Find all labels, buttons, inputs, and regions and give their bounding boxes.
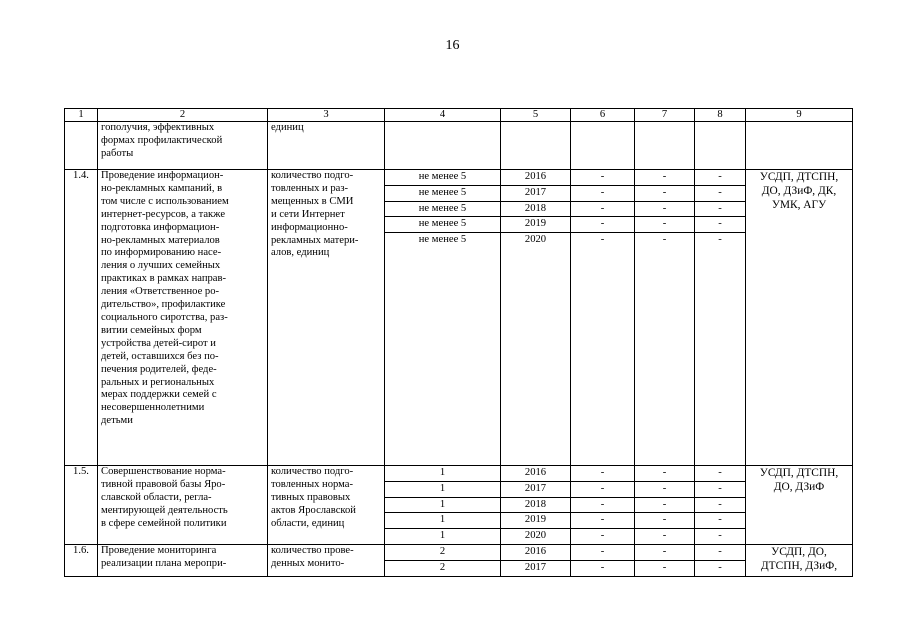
executors-cell-line: ДО, ДЗиФ, ДК, — [761, 185, 837, 197]
year-cell — [501, 466, 571, 545]
year-cell-value: 2018 — [501, 498, 570, 514]
col8-cell-value: - — [695, 170, 745, 186]
target-value-cell-value: 1 — [385, 466, 500, 482]
action-cell-line: несовершеннолетними — [101, 402, 205, 414]
target-value-cell-value: 1 — [439, 530, 446, 542]
action-cell-line: Проведение мониторинга — [101, 544, 217, 556]
action-cell — [98, 544, 268, 576]
year-cell-value: 2020 — [524, 530, 547, 542]
col8-cell — [695, 544, 746, 576]
col8-cell-value: - — [695, 466, 745, 482]
indicator-cell — [268, 170, 385, 466]
header-cell: 6 — [571, 109, 635, 122]
indicator-cell-line: количество прове- — [271, 544, 354, 556]
action-cell-line: ления о лучших семейных — [101, 260, 221, 272]
action-cell — [98, 170, 268, 466]
action-cell-line: печения родителей, феде- — [101, 363, 217, 375]
action-cell-line: ления «Ответственное ро- — [101, 286, 220, 298]
col8-cell-value: - — [695, 482, 745, 498]
year-cell — [501, 170, 571, 466]
col8-cell-value: - — [718, 530, 722, 542]
col7-cell-value: - — [635, 217, 694, 233]
indicator-cell-line: мещенных в СМИ — [271, 195, 354, 207]
year-cell-value: 2018 — [501, 202, 570, 218]
action-cell-line: Проведение информацион- — [101, 170, 224, 181]
item-number-cell: 1.5. — [65, 466, 98, 545]
col8-cell-value: - — [695, 202, 745, 218]
action-cell-line: устройства детей-сирот и — [101, 337, 216, 349]
year-cell-value: 2016 — [501, 545, 570, 561]
year-cell — [501, 544, 571, 576]
col7-cell — [635, 466, 695, 545]
col6-cell — [571, 122, 635, 170]
indicator-cell-line: тивных правовых — [271, 491, 351, 503]
col6-cell-value: - — [571, 466, 634, 482]
col7-cell — [635, 122, 695, 170]
action-cell-line: гополучия, эффективных — [101, 122, 215, 133]
executors-cell-line: УМК, АГУ — [771, 199, 827, 211]
page-number: 16 — [445, 38, 460, 53]
target-value-cell-value: 2 — [439, 561, 446, 573]
target-value-cell-value: не менее 5 — [418, 234, 467, 246]
executors-cell-line: ДТСПН, ДЗиФ, — [760, 559, 838, 572]
action-cell-line: тивной правовой базы Яро- — [101, 478, 226, 490]
action-cell-line: социального сиротства, раз- — [101, 311, 228, 323]
action-cell-line: подготовка информацион- — [101, 221, 220, 233]
target-value-cell-value: 1 — [385, 513, 500, 529]
target-value-cell — [385, 544, 501, 576]
header-row — [65, 109, 853, 122]
header-cell: 5 — [501, 109, 571, 122]
year-cell-value: 2016 — [501, 466, 570, 482]
target-value-cell-value: не менее 5 — [385, 170, 500, 186]
table-row — [65, 544, 853, 576]
col8-cell-value: - — [695, 513, 745, 529]
executors-cell — [746, 122, 853, 170]
executors-cell — [746, 544, 853, 576]
target-value-cell-value: не менее 5 — [385, 217, 500, 233]
indicator-cell-line: области, единиц — [271, 517, 345, 529]
action-cell-line: дительство», профилактике — [101, 299, 226, 311]
indicator-cell-line: и сети Интернет — [271, 208, 345, 220]
action-cell-line: интернет-ресурсов, а также — [101, 208, 226, 220]
action-cell-line: но-рекламных кампаний, в — [101, 182, 223, 194]
executors-cell-line: УСДП, ДТСПН, — [759, 171, 839, 183]
indicator-cell-line: алов, единиц — [271, 247, 330, 259]
col6-cell — [571, 170, 635, 466]
executors-cell-line: УСДП, ДТСПН, — [759, 467, 839, 479]
indicator-cell-line: количество подго- — [271, 466, 354, 477]
action-cell-line: славской области, регла- — [101, 491, 212, 503]
col8-cell-value: - — [695, 545, 745, 561]
item-number-cell: 1.6. — [65, 544, 98, 576]
plan-table — [64, 108, 853, 577]
year-cell-value: 2019 — [501, 217, 570, 233]
indicator-cell-line: рекламных матери- — [271, 234, 359, 246]
table-row — [65, 466, 853, 545]
year-cell-value: 2019 — [501, 513, 570, 529]
action-cell-line: в сфере семейной политики — [101, 517, 227, 529]
indicator-cell — [268, 466, 385, 545]
col7-cell-value: - — [635, 482, 694, 498]
table-row — [65, 122, 853, 170]
header-cell: 1 — [65, 109, 98, 122]
col7-cell — [635, 544, 695, 576]
indicator-cell — [268, 544, 385, 576]
col8-cell-value: - — [718, 561, 722, 573]
target-value-cell — [385, 170, 501, 466]
target-value-cell-value: 1 — [385, 498, 500, 514]
year-cell — [501, 122, 571, 170]
col8-cell-value: - — [695, 498, 745, 514]
action-cell-line: практиках в рамках направ- — [101, 273, 227, 285]
col6-cell-value: - — [571, 545, 634, 561]
year-cell-value: 2017 — [501, 186, 570, 202]
col7-cell — [635, 170, 695, 466]
target-value-cell-value: не менее 5 — [385, 202, 500, 218]
indicator-cell-line: денных монито- — [271, 557, 345, 569]
action-cell-line: реализации плана меропри- — [101, 557, 227, 569]
col6-cell — [571, 544, 635, 576]
col8-cell-value: - — [718, 234, 722, 246]
col6-cell-value: - — [571, 186, 634, 202]
executors-cell — [746, 170, 853, 466]
col7-cell-value: - — [635, 513, 694, 529]
col6-cell-value: - — [571, 202, 634, 218]
col6-cell-value: - — [571, 217, 634, 233]
action-cell — [98, 122, 268, 170]
action-cell-line: Совершенствование норма- — [101, 466, 226, 477]
col6-cell-value: - — [600, 530, 605, 542]
executors-cell — [746, 466, 853, 545]
action-cell-line: детей, оставшихся без по- — [101, 350, 219, 362]
header-cell: 9 — [746, 109, 853, 122]
target-value-cell — [385, 122, 501, 170]
col7-cell-value: - — [662, 234, 667, 246]
action-cell-line: ментирующей деятельность — [101, 504, 228, 516]
table-row — [65, 170, 853, 466]
col7-cell-value: - — [635, 466, 694, 482]
action-cell-line: по информированию насе- — [101, 247, 222, 259]
col7-cell-value: - — [662, 561, 667, 573]
indicator-cell-line: информационно- — [271, 221, 348, 233]
col7-cell-value: - — [635, 170, 694, 186]
year-cell-value: 2017 — [501, 482, 570, 498]
action-cell-line: витии семейных форм — [101, 324, 202, 336]
header-cell: 3 — [268, 109, 385, 122]
indicator-cell-line: товленных и раз- — [271, 182, 349, 194]
action-cell-line: формах профилактической — [101, 134, 223, 146]
header-cell: 2 — [98, 109, 268, 122]
col6-cell-value: - — [600, 234, 605, 246]
col6-cell-value: - — [571, 513, 634, 529]
indicator-cell — [268, 122, 385, 170]
col7-cell-value: - — [662, 530, 667, 542]
target-value-cell-value: 1 — [385, 482, 500, 498]
item-number-cell — [65, 122, 98, 170]
col8-cell-value: - — [695, 186, 745, 202]
col8-cell-value: - — [695, 217, 745, 233]
year-cell-value: 2016 — [501, 170, 570, 186]
target-value-cell-value: 2 — [385, 545, 500, 561]
indicator-cell-line: товленных норма- — [271, 478, 354, 490]
executors-cell-line: УСДП, ДО, — [771, 545, 827, 558]
executors-cell-line: ДО, ДЗиФ — [773, 481, 825, 493]
target-value-cell — [385, 466, 501, 545]
action-cell-line: ральных и региональных — [101, 376, 215, 388]
target-value-cell-value: не менее 5 — [385, 186, 500, 202]
col6-cell-value: - — [571, 170, 634, 186]
col6-cell-value: - — [571, 482, 634, 498]
col6-cell-value: - — [600, 561, 605, 573]
header-cell: 7 — [635, 109, 695, 122]
action-cell — [98, 466, 268, 545]
col8-cell — [695, 466, 746, 545]
col6-cell-value: - — [571, 498, 634, 514]
col7-cell-value: - — [635, 202, 694, 218]
col7-cell-value: - — [635, 186, 694, 202]
item-number-cell: 1.4. — [65, 170, 98, 466]
action-cell-line: том числе с использованием — [101, 195, 229, 207]
col7-cell-value: - — [635, 545, 694, 561]
year-cell-value: 2017 — [524, 561, 547, 573]
header-cell: 4 — [385, 109, 501, 122]
action-cell-line: но-рекламных материалов — [101, 234, 220, 246]
col6-cell — [571, 466, 635, 545]
action-cell-line: работы — [101, 147, 134, 159]
col8-cell — [695, 122, 746, 170]
indicator-cell-line: количество подго- — [271, 170, 354, 181]
col8-cell — [695, 170, 746, 466]
action-cell-line: мерах поддержки семей с — [101, 389, 217, 401]
indicator-cell-line: единиц — [271, 122, 304, 133]
col7-cell-value: - — [635, 498, 694, 514]
action-cell-line: детьми — [101, 415, 133, 427]
indicator-cell-line: актов Ярославской — [271, 504, 356, 516]
year-cell-value: 2020 — [524, 234, 547, 246]
header-cell: 8 — [695, 109, 746, 122]
